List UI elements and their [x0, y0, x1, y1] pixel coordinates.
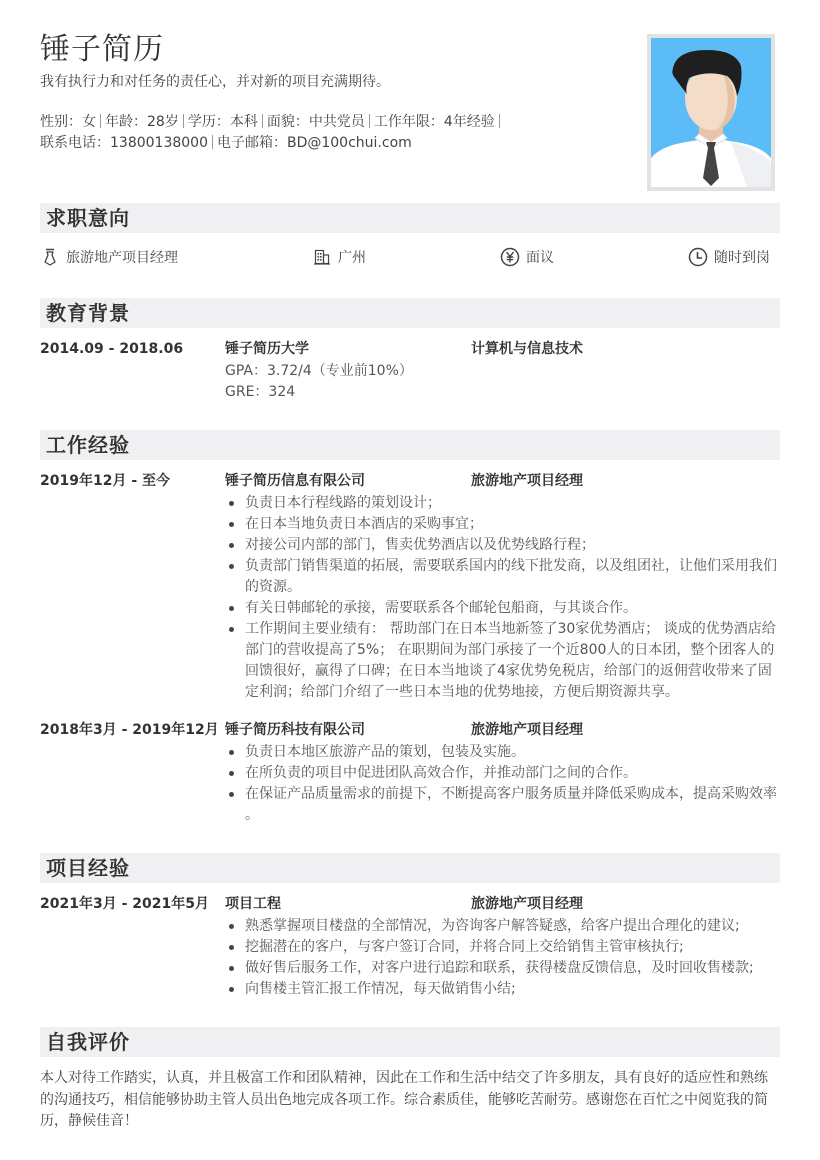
yen-icon — [500, 247, 520, 267]
education-gre: GRE：324 — [225, 384, 296, 400]
list-item: 负责部门销售渠道的拓展，需要联系国内的线下批发商，以及组团社，让他们采用我们的资源。 — [225, 556, 780, 598]
list-item: 负责日本地区旅游产品的策划，包装及实施。 — [225, 742, 780, 763]
work-role: 旅游地产项目经理 — [471, 473, 583, 489]
project-name: 项目工程 — [225, 896, 281, 912]
divider — [262, 114, 263, 128]
list-item: 对接公司内部的部门，售卖优势酒店以及优势线路行程； — [225, 535, 780, 556]
resume-motto: 我有执行力和对任务的责任心，并对新的项目充满期待。 — [40, 74, 390, 90]
divider — [212, 135, 213, 149]
divider — [369, 114, 370, 128]
education-school: 锤子简历大学 — [225, 341, 309, 357]
project-entry — [40, 894, 780, 1004]
education-entry — [40, 339, 780, 409]
education-gpa: GPA：3.72/4（专业前10%） — [225, 363, 413, 379]
divider — [100, 114, 101, 128]
list-item: 在保证产品质量需求的前提下，不断提高客户服务质量并降低采购成本，提高采购效率 。 — [225, 784, 780, 826]
section-title: 自我评价 — [46, 1030, 130, 1054]
work-date: 2018年3月 - 2019年12月 — [40, 722, 219, 738]
section-title: 项目经验 — [46, 856, 130, 880]
list-item: 工作期间主要业绩有： 帮助部门在日本当地新签了30家优势酒店； 谈成的优势酒店给部门的营收提高了5%； 在职期间为部门承接了一个近800人的日本团，整个团客人的回馈很好，赢得了口碑；在日本当地谈了4家优势免税店，给部门的返佣营收带来了固定利润；给部门介绍了一些日本当地的优势地接，方便后期资源共享。 — [225, 619, 780, 703]
section-title: 工作经验 — [46, 433, 130, 457]
work-bullets — [225, 742, 780, 826]
list-item: 在所负责的项目中促进团队高效合作，并推动部门之间的合作。 — [225, 763, 780, 784]
work-company: 锤子简历信息有限公司 — [225, 473, 365, 489]
list-item: 熟悉掌握项目楼盘的全部情况，为咨询客户解答疑惑，给客户提出合理化的建议; — [225, 916, 780, 937]
project-date: 2021年3月 - 2021年5月 — [40, 896, 209, 912]
work-role: 旅游地产项目经理 — [471, 722, 583, 738]
info-degree: 学历：本科 — [187, 114, 258, 130]
intent-salary — [500, 246, 554, 268]
intent-position-label: 旅游地产项目经理 — [66, 250, 178, 266]
list-item: 挖掘潜在的客户，与客户签订合同，并将合同上交给销售主管审核执行; — [225, 937, 780, 958]
section-header-intent — [40, 203, 780, 233]
info-age: 年龄：28岁 — [105, 114, 179, 130]
list-item: 向售楼主管汇报工作情况，每天做销售小结; — [225, 979, 780, 1000]
avatar-illustration-icon — [651, 38, 771, 187]
education-major: 计算机与信息技术 — [471, 341, 583, 357]
section-header-work — [40, 430, 780, 460]
info-gender: 性别：女 — [40, 114, 96, 130]
project-bullets — [225, 916, 780, 1000]
intent-city-label: 广州 — [338, 250, 366, 266]
divider — [499, 114, 500, 128]
personal-info-line-2 — [40, 133, 600, 154]
info-phone: 联系电话：13800138000 — [40, 135, 208, 151]
section-header-self-evaluation — [40, 1027, 780, 1057]
self-evaluation-text: 本人对待工作踏实，认真，并且极富工作和团队精神，因此在工作和生活中结交了许多朋友，具有良好的适应性和熟练的沟通技巧，相信能够协助主管人员出色地完成各项工作。综合素质佳，能够吃苦耐劳。感谢您在百忙之中阅览我的简历，静候佳音！ — [40, 1070, 768, 1129]
resume-name: 锤子简历 — [40, 32, 164, 67]
tie-icon — [40, 247, 60, 267]
intent-availability — [688, 246, 770, 268]
intent-salary-label: 面议 — [526, 250, 554, 266]
info-work-years: 工作年限：4年经验 — [373, 114, 495, 130]
divider — [183, 114, 184, 128]
building-icon — [312, 247, 332, 267]
section-title: 求职意向 — [46, 206, 130, 230]
section-header-project — [40, 853, 780, 883]
work-entry — [40, 471, 780, 711]
intent-position — [40, 246, 178, 268]
intent-availability-label: 随时到岗 — [714, 250, 770, 266]
list-item: 在日本当地负责日本酒店的采购事宜； — [225, 514, 780, 535]
work-company: 锤子简历科技有限公司 — [225, 722, 365, 738]
list-item: 负责日本行程线路的策划设计； — [225, 493, 780, 514]
clock-icon — [688, 247, 708, 267]
work-date: 2019年12月 - 至今 — [40, 473, 171, 489]
section-title: 教育背景 — [46, 301, 130, 325]
job-intent-row — [40, 246, 780, 268]
education-date: 2014.09 - 2018.06 — [40, 341, 184, 357]
work-bullets — [225, 493, 780, 703]
personal-info — [40, 112, 600, 154]
project-role: 旅游地产项目经理 — [471, 896, 583, 912]
personal-info-line-1 — [40, 112, 600, 133]
info-political-status: 面貌：中共党员 — [266, 114, 365, 130]
education-details — [225, 361, 780, 403]
work-entry — [40, 720, 780, 835]
avatar — [647, 34, 775, 191]
info-email: 电子邮箱：BD@100chui.com — [216, 135, 412, 151]
list-item: 做好售后服务工作，对客户进行追踪和联系，获得楼盘反馈信息，及时回收售楼款; — [225, 958, 780, 979]
intent-city — [312, 246, 366, 268]
list-item: 有关日韩邮轮的承接，需要联系各个邮轮包船商，与其谈合作。 — [225, 598, 780, 619]
section-header-education — [40, 298, 780, 328]
